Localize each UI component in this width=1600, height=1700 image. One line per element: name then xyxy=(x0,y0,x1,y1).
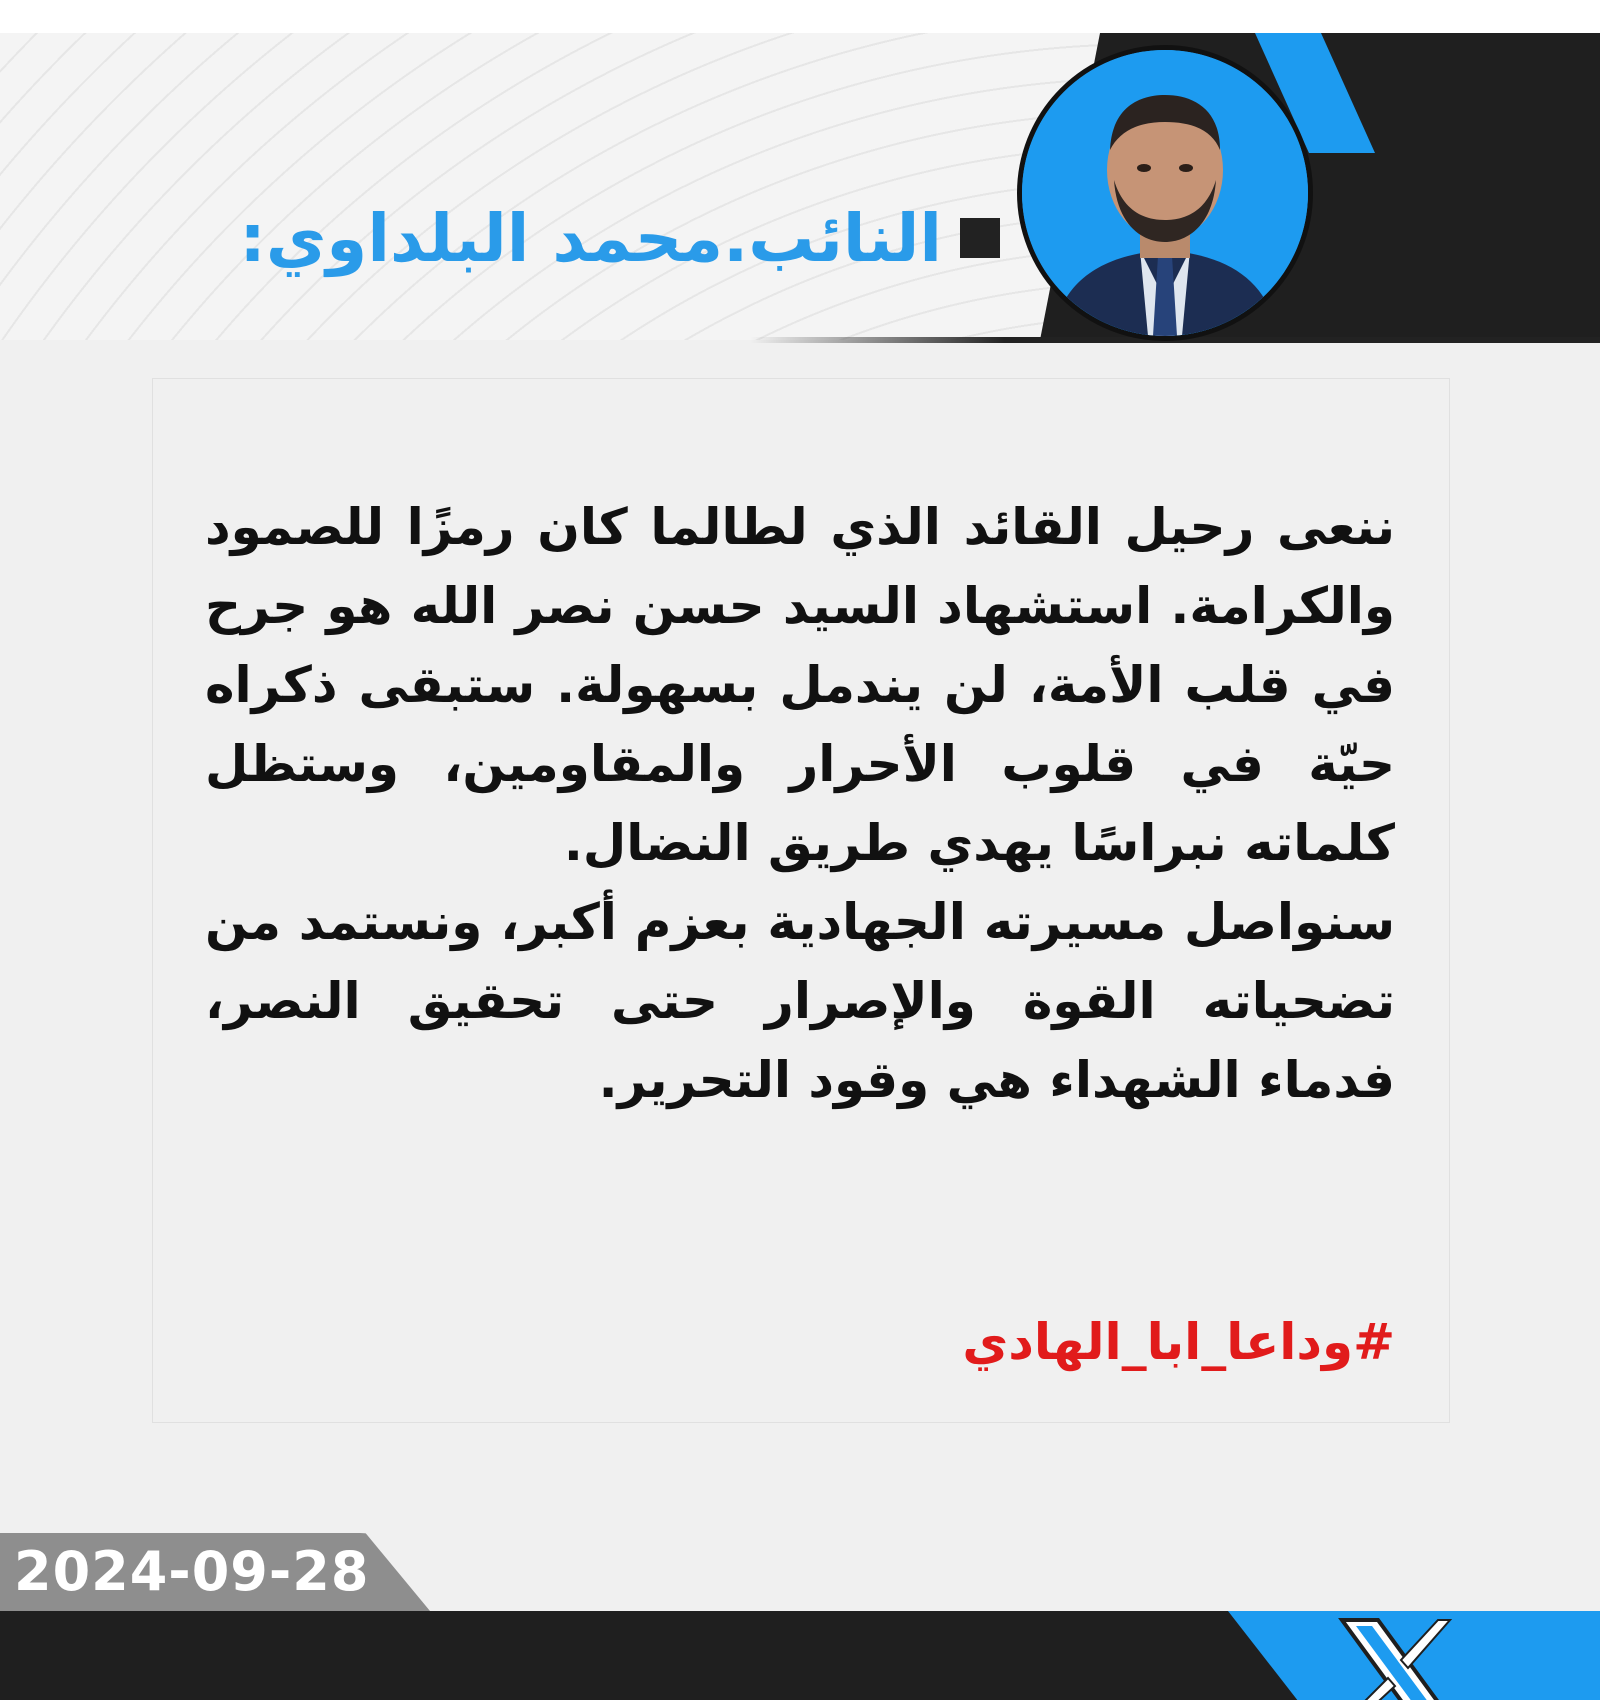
statement-paragraph-2: سنواصل مسيرته الجهادية بعزم أكبر، ونستمد من تضحياته القوة والإصرار حتى تحقيق النصر، فدماء الشهداء هي وقود التحرير. xyxy=(205,893,1395,1109)
hashtag[interactable]: #وداعا_ابا_الهادي xyxy=(962,1313,1395,1371)
portrait-image xyxy=(1022,50,1308,336)
statement-paragraph-1: ننعى رحيل القائد الذي لطالما كان رمزًا للصمود والكرامة. استشهاد السيد حسن نصر الله هو جرح في قلب الأمة، لن يندمل بسهولة. ستبقى ذكراه حيّة في قلوب الأحرار والمقاومين، وستظل كلماته نبراسًا يهدي طريق النضال. xyxy=(205,498,1395,872)
statement-body xyxy=(205,488,1395,1120)
post-date: 2024-09-28 xyxy=(14,1540,370,1603)
title-bullet-icon xyxy=(960,218,1000,258)
x-logo-icon[interactable] xyxy=(1338,1616,1458,1700)
title-row xyxy=(150,183,1000,293)
post-card xyxy=(0,33,1600,1700)
page-title: النائب.محمد البلداوي: xyxy=(239,199,942,277)
avatar xyxy=(1017,45,1313,341)
